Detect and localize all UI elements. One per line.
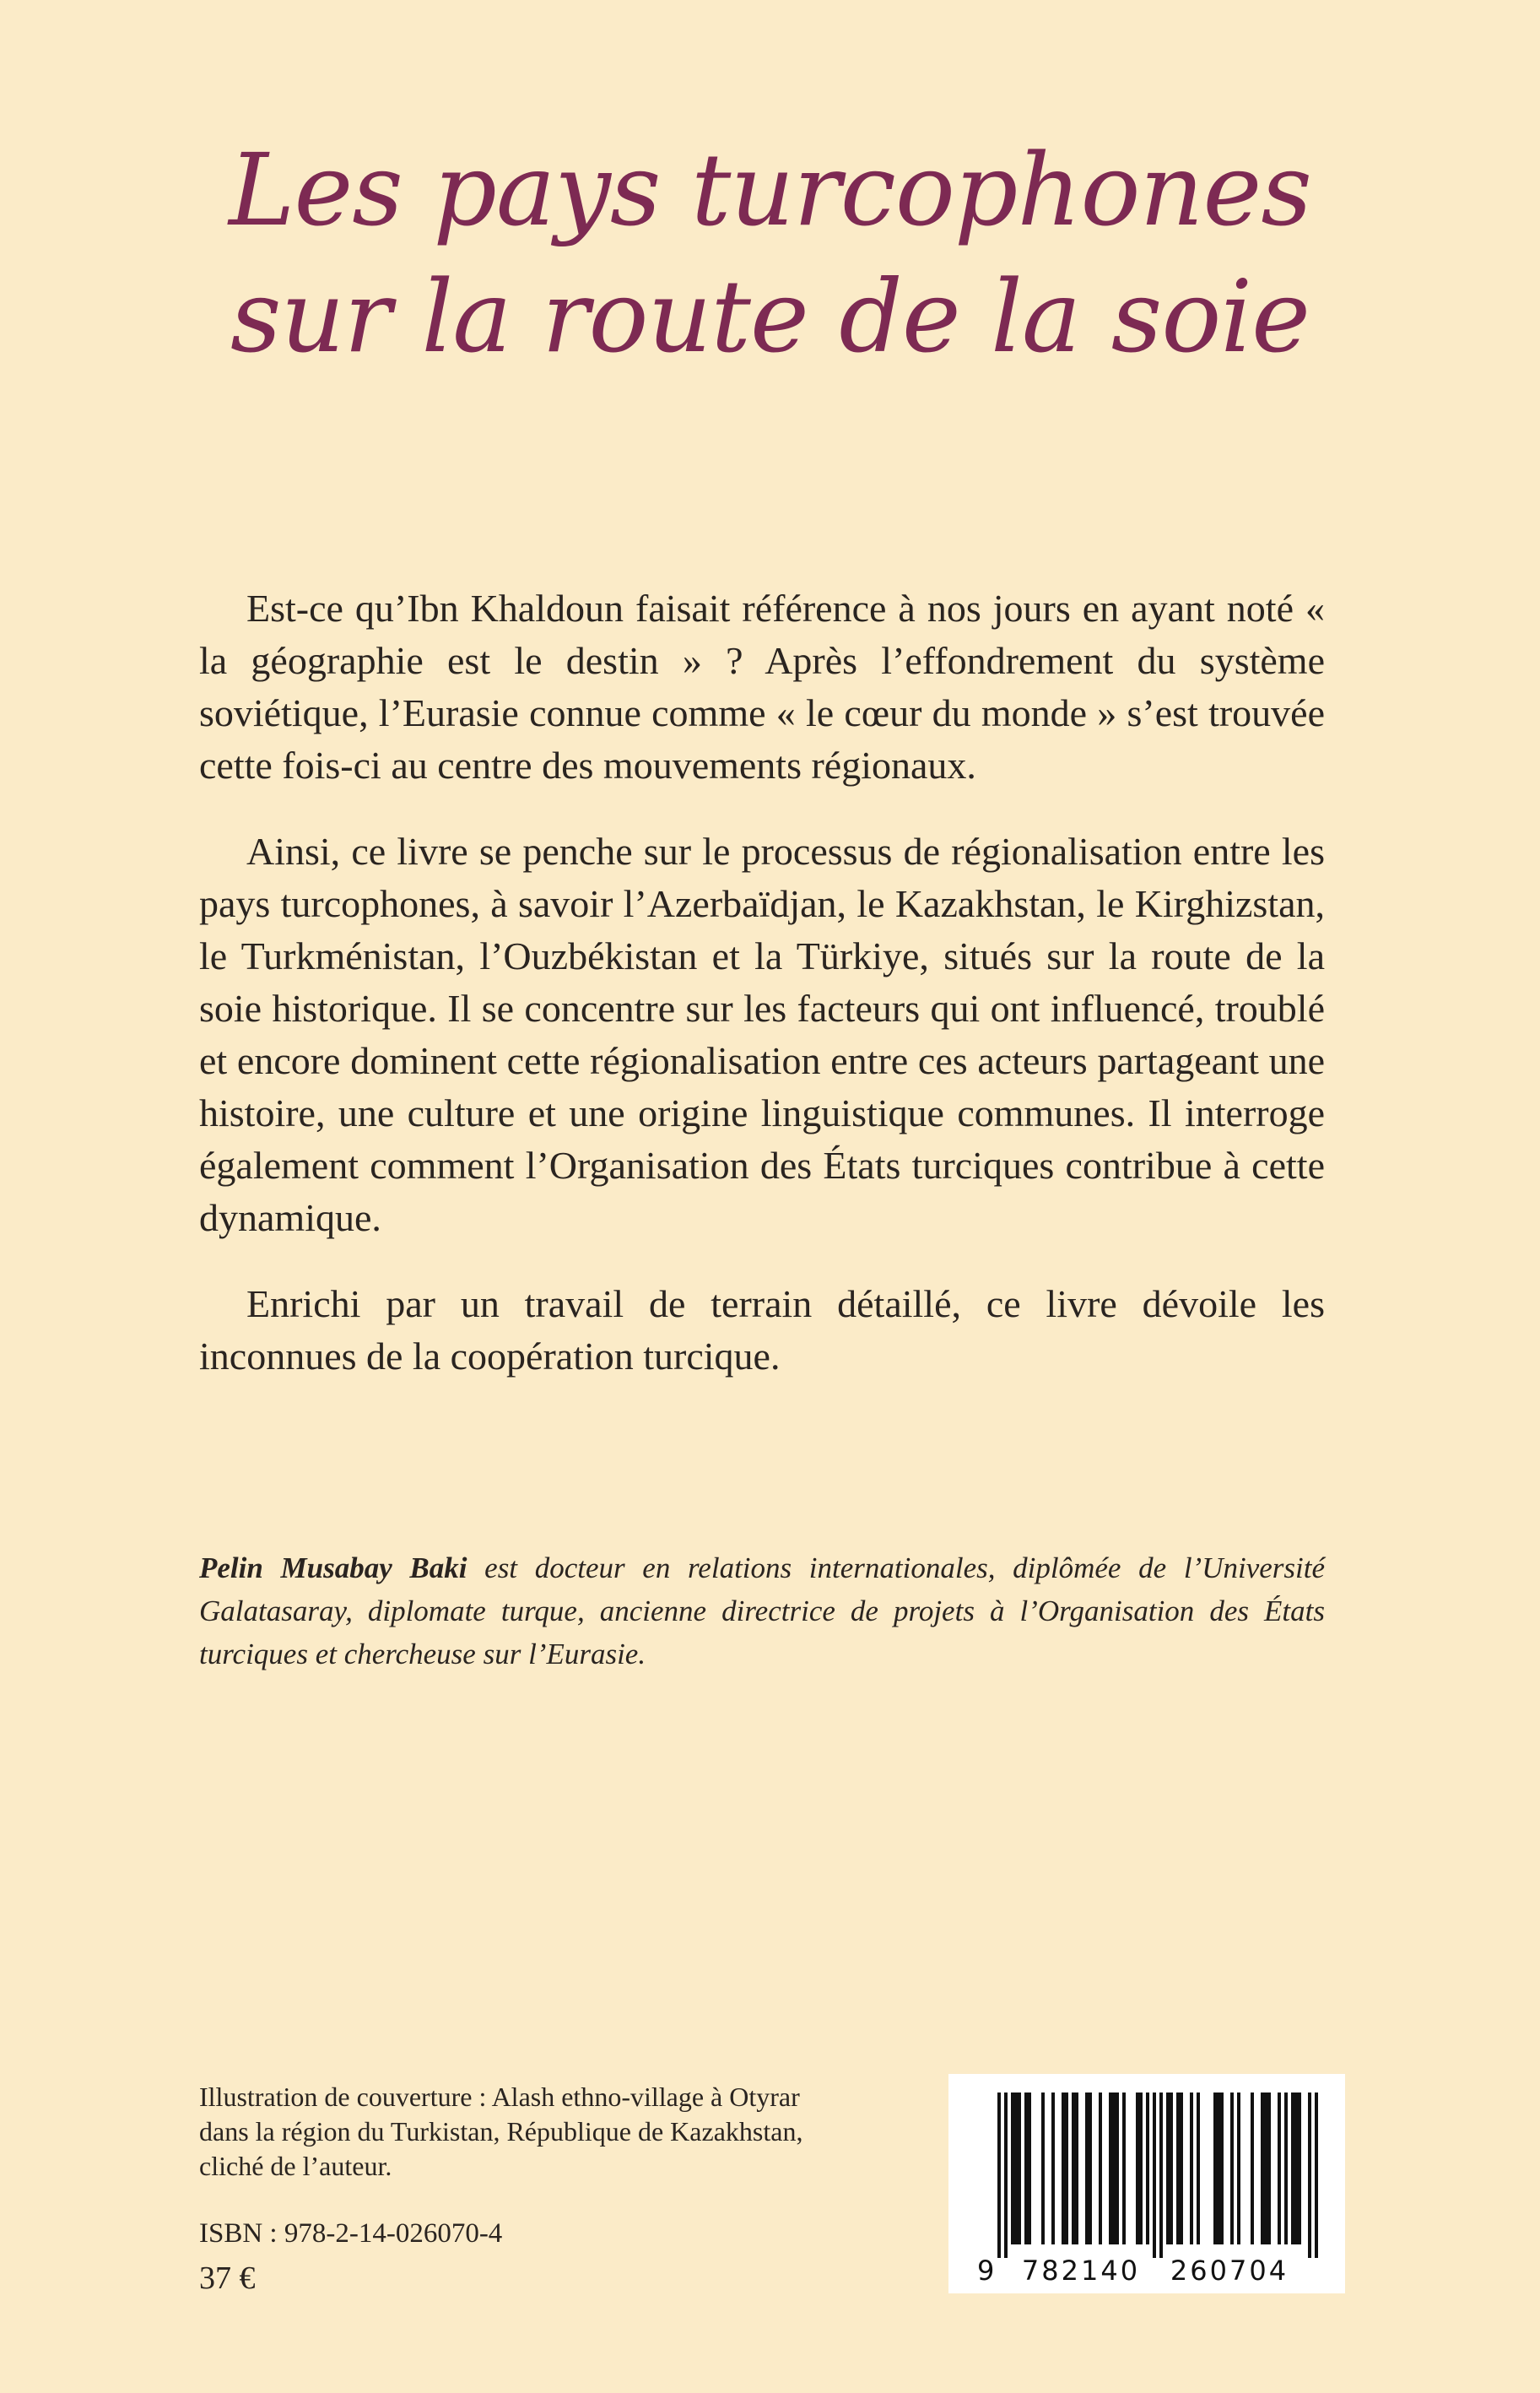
barcode-first-digit: 9	[977, 2255, 995, 2287]
barcode-bar	[1190, 2093, 1193, 2244]
barcode-bar	[1261, 2093, 1264, 2244]
blurb-paragraph-2: Ainsi, ce livre se penche sur le processus de régionalisation entre les pays turcophones, à savoir l’Azerbaïdjan, le Kazakhstan, le Kirghizstan, le Turkménistan, l’Ouzbékistan et la Türkiye, situés sur la route de la soie historique. Il se concentre sur les facteurs qui ont influencé, troublé et encore dominent cette régionalisation entre ces acteurs partageant une histoire, une culture et une origine linguistique communes. Il interroge également comment l’Organisation des États turciques contribue à cette dynamique.	[199, 830, 1325, 1239]
barcode-bar	[1278, 2093, 1281, 2244]
barcode-bar	[1237, 2093, 1240, 2244]
barcode-bar	[1112, 2093, 1116, 2244]
barcode-bar	[1264, 2093, 1267, 2244]
barcode-bar	[1011, 2093, 1014, 2244]
book-title	[152, 127, 1388, 380]
barcode-bar	[1213, 2093, 1217, 2244]
title-line-2: sur la route de la soie	[230, 258, 1310, 375]
barcode-bar	[1197, 2093, 1200, 2244]
author-name: Pelin Musabay Baki	[199, 1551, 467, 1584]
blurb-paragraph-1: Est-ce qu’Ibn Khaldoun faisait référence à nos jours en ayant noté « la géographie est le destin » ? Après l’effondrement du système soviétique, l’Eurasie connue comme « le cœur du monde » s’est trouvée cette fois-ci au centre des mouvements régionaux.	[199, 587, 1325, 787]
barcode-bar	[1075, 2093, 1078, 2244]
barcode-bar	[1308, 2093, 1311, 2258]
barcode-bar	[1220, 2093, 1224, 2244]
barcode-bar	[1051, 2093, 1055, 2244]
barcode-bar	[1028, 2093, 1031, 2244]
barcode-bar	[1315, 2093, 1318, 2258]
title-line-1: Les pays turcophones	[229, 132, 1311, 248]
barcode-bar	[1089, 2093, 1092, 2244]
barcode-bar	[1298, 2093, 1301, 2244]
barcode-bar	[1166, 2093, 1170, 2244]
barcode-bar	[1099, 2093, 1102, 2244]
author-bio-text: est docteur en relations internationales, diplômée de l’Université Galatasaray, diplomate turque, ancienne directrice de projets à l’Organisation des États turciques et chercheuse sur l’Eurasie.	[199, 1551, 1325, 1670]
barcode-bar	[1139, 2093, 1143, 2244]
barcode-bar	[1146, 2093, 1149, 2244]
barcode-bar	[1294, 2093, 1298, 2244]
barcode-bar	[1085, 2093, 1089, 2244]
barcode-bar	[1004, 2093, 1008, 2258]
barcode-bar	[1072, 2093, 1075, 2244]
barcode-bar	[1230, 2093, 1234, 2244]
credit-line-1: Illustration de couverture : Alash ethno-village à Otyrar	[199, 2082, 800, 2112]
author-bio	[199, 1546, 1325, 1676]
barcode-bar	[1122, 2093, 1126, 2244]
blurb-paragraph-3: Enrichi par un travail de terrain détaillé, ce livre dévoile les inconnues de la coopération turcique.	[199, 1282, 1325, 1378]
barcode-bar	[1291, 2093, 1294, 2244]
barcode-bar	[1062, 2093, 1065, 2244]
isbn: ISBN : 978-2-14-026070-4	[199, 2218, 503, 2249]
barcode-bar	[1267, 2093, 1271, 2244]
back-cover-blurb	[199, 582, 1325, 1416]
barcode-bar	[997, 2093, 1001, 2258]
barcode-graphic	[948, 2074, 1345, 2293]
barcode-bar	[1065, 2093, 1068, 2244]
barcode-left-digits: 782140	[1021, 2255, 1141, 2287]
barcode-bar	[1109, 2093, 1112, 2244]
credit-line-2: dans la région du Turkistan, République de Kazakhstan,	[199, 2116, 803, 2147]
barcode-bar	[1217, 2093, 1220, 2244]
barcode-bar	[1116, 2093, 1119, 2244]
barcode	[948, 2074, 1345, 2293]
credit-line-3: cliché de l’auteur.	[199, 2151, 392, 2181]
barcode-bar	[1014, 2093, 1018, 2244]
barcode-bar	[1018, 2093, 1021, 2244]
barcode-bar	[1159, 2093, 1163, 2258]
barcode-bar	[1041, 2093, 1045, 2244]
barcode-bar	[1153, 2093, 1156, 2258]
price: 37 €	[199, 2260, 256, 2296]
barcode-bar	[1024, 2093, 1028, 2244]
barcode-bar	[1284, 2093, 1288, 2244]
cover-illustration-credit	[199, 2080, 874, 2184]
barcode-bar	[1251, 2093, 1254, 2244]
barcode-bar	[1176, 2093, 1180, 2244]
barcode-right-digits: 260704	[1170, 2255, 1289, 2287]
barcode-bar	[1136, 2093, 1139, 2244]
barcode-bar	[1180, 2093, 1183, 2244]
barcode-bar	[1170, 2093, 1173, 2244]
